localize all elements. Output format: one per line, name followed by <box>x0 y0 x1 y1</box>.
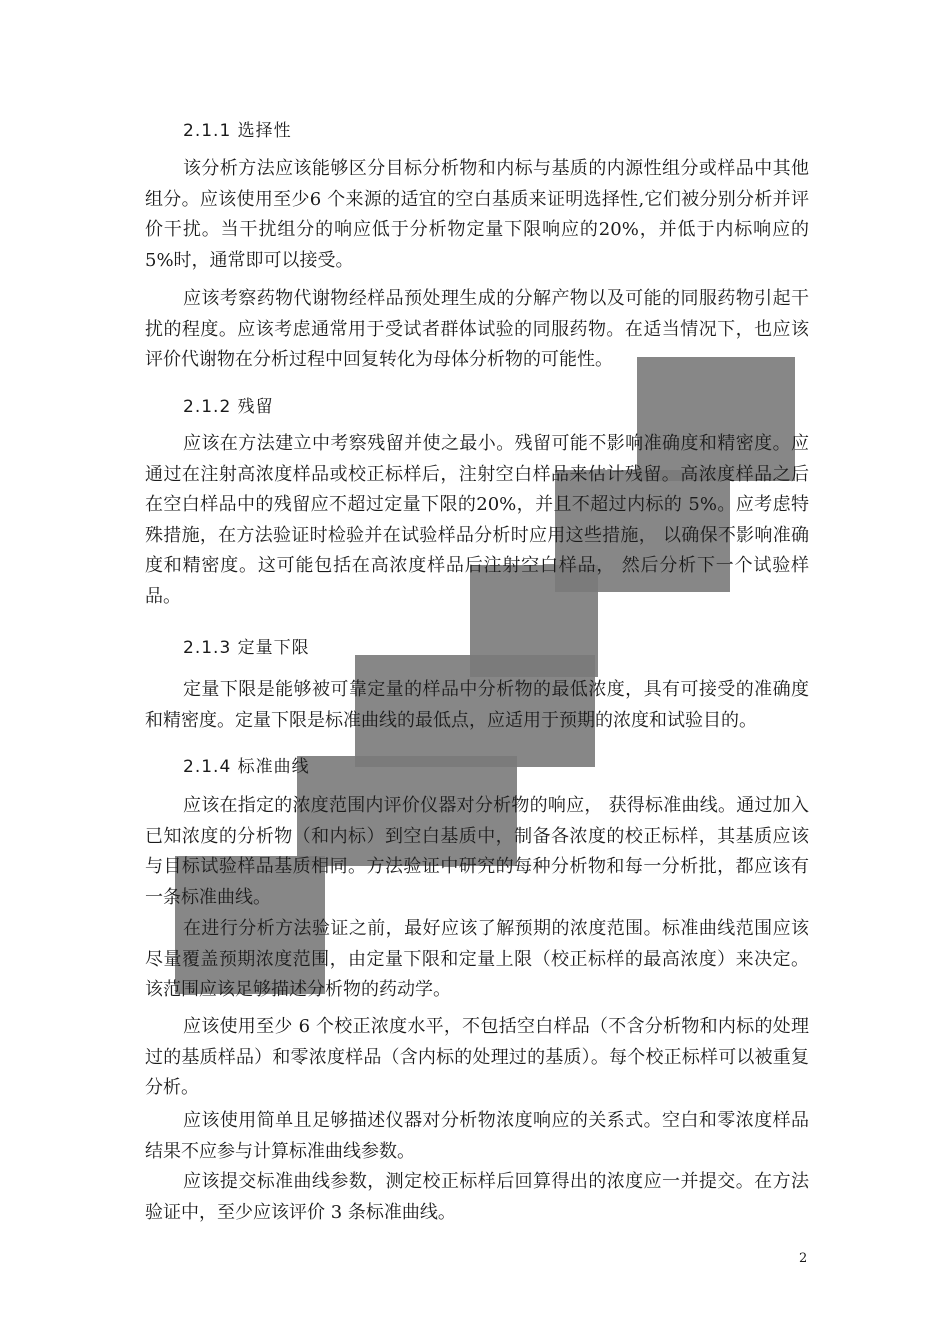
section-heading-lloq: 2.1.3 定量下限 <box>183 638 310 658</box>
paragraph: 在进行分析方法验证之前，最好应该了解预期的浓度范围。标准曲线范围应该尽量覆盖预期浓度范围，由定量下限和定量上限（校正标样的最高浓度）来决定。该范围应该足够描述分析物的药动学。 <box>145 918 809 1000</box>
section-heading-selectivity: 2.1.1 选择性 <box>183 121 292 141</box>
paragraph: 应该使用简单且足够描述仪器对分析物浓度响应的关系式。空白和零浓度样品结果不应参与计算标准曲线参数。 <box>145 1110 809 1162</box>
paragraph: 应该在方法建立中考察残留并使之最小。残留可能不影响准确度和精密度。应通过在注射高浓度样品或校正标样后，注射空白样品来估计残留。高浓度样品之后在空白样品中的残留应不超过定量下限的20%，并且不超过内标的 5%。应考虑特殊措施，在方法验证时检验并在试验样品分析时应用这些措施， 以确保不影响准确度和精密度。这可能包括在高浓度样品后注射空白样品， 然后分析下一个试验样品。 <box>145 433 809 607</box>
paragraph: 该分析方法应该能够区分目标分析物和内标与基质的内源性组分或样品中其他组分。应该使用至少6 个来源的适宜的空白基质来证明选择性,它们被分别分析并评价干扰。当干扰组分的响应低于分析物定量下限响应的20%，并低于内标响应的 5%时，通常即可以接受。 <box>145 158 809 271</box>
page-number: 2 <box>799 1251 808 1266</box>
paragraph: 定量下限是能够被可靠定量的样品中分析物的最低浓度，具有可接受的准确度和精密度。定量下限是标准曲线的最低点，应适用于预期的浓度和试验目的。 <box>145 679 809 731</box>
paragraph: 应该考察药物代谢物经样品预处理生成的分解产物以及可能的同服药物引起干扰的程度。应该考虑通常用于受试者群体试验的同服药物。在适当情况下，也应该评价代谢物在分析过程中回复转化为母体分析物的可能性。 <box>145 288 809 370</box>
paragraph: 应该在指定的浓度范围内评价仪器对分析物的响应， 获得标准曲线。通过加入已知浓度的分析物（和内标）到空白基质中，制备各浓度的校正标样，其基质应该与目标试验样品基质相同。方法验证中研究的每种分析物和每一分析批，都应该有一条标准曲线。 <box>145 795 809 908</box>
paragraph: 应该提交标准曲线参数，测定校正标样后回算得出的浓度应一并提交。在方法验证中，至少应该评价 3 条标准曲线。 <box>145 1171 809 1223</box>
section-heading-carryover: 2.1.2 残留 <box>183 397 274 417</box>
section-heading-calibration-curve: 2.1.4 标准曲线 <box>183 757 310 777</box>
paragraph: 应该使用至少 6 个校正浓度水平，不包括空白样品（不含分析物和内标的处理过的基质样品）和零浓度样品（含内标的处理过的基质）。每个校正标样可以被重复分析。 <box>145 1016 809 1098</box>
